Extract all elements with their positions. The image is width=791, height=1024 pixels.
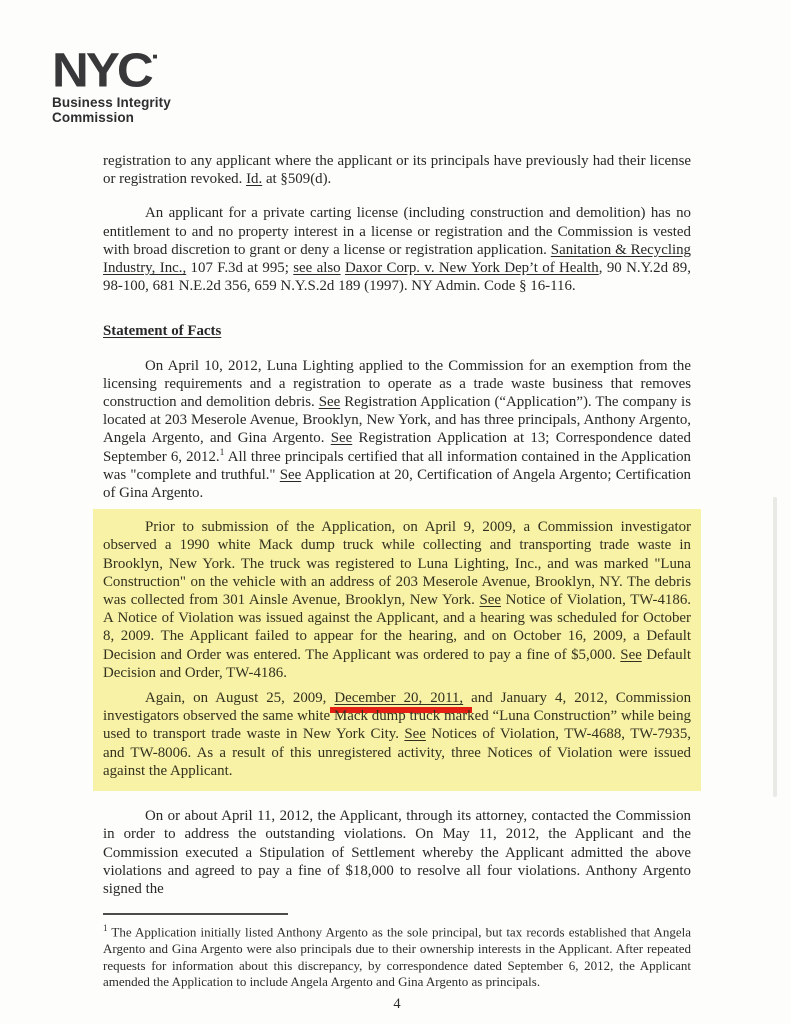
page-number: 4 <box>393 995 401 1012</box>
document-body <box>103 152 691 898</box>
nyc-bic-logo <box>52 43 171 125</box>
text-run: Application at 20, Certification of Angela Argento; Certification of Gina Argento. <box>103 466 691 502</box>
trademark-mark <box>153 55 157 59</box>
logo-org-line1: Business Integrity <box>52 95 171 110</box>
text-run: On or about April 11, 2012, the Applicant, through its attorney, contacted the Commission in order to address the outstanding violations. On May 11, 2012, the Applicant and the Commission executed a Stipulation of Settlement whereby the Applicant admitted the above violations and agreed to pay a fine of $18,000 to resolve all four violations. Anthony Argento signed the <box>103 808 691 897</box>
redline-run: December 20, 2011, <box>330 690 472 713</box>
underline-run: Sanitation & Recycling Industry, Inc., <box>103 241 691 277</box>
underline-run: See <box>330 430 353 447</box>
footnote-text: The Application initially listed Anthony Argento as the sole principal, but tax records established that Angela Argento and Gina Argento were also principals due to their ownership interests in the Applicant. After repeated requests for information about this discrepancy, by correspondence dated September 6, 2012, the Applicant amended the Application to include Angela Argento and Gina Argento as principals. <box>103 924 692 990</box>
underline-run: Daxor Corp. v. New York Dep’t of Health <box>344 260 599 277</box>
text-run: and January 4, 2012, Commission investigators observed the same white Mack dump truck marked “Luna Construction” while being used to transport trade waste in New York City. <box>103 690 692 743</box>
text-run: An applicant for a private carting license (including construction and demolition) has no entitlement to and no property interest in a license or registration and the Commission is vested with broad discretion to grant or deny a license or registration application. <box>103 205 691 258</box>
paragraph <box>103 204 691 295</box>
paragraph <box>103 689 691 780</box>
paragraph <box>103 518 691 682</box>
underline-run: See <box>318 394 341 411</box>
text-run: Again, on August 25, 2009, <box>145 690 335 707</box>
text-run: Prior to submission of the Application, on April 9, 2009, a Commission investigator observed a 1990 white Mack dump truck while collecting and transporting trade waste in Brooklyn, New York. The truck was registered to Luna Lighting, Inc., and was marked "Luna Construction" on the vehicle with an address of 203 Meserole Avenue, Brooklyn, NY. The debris was collected from 301 Ainsle Avenue, Brooklyn, New York. <box>103 519 691 609</box>
underline-run: See <box>279 466 302 483</box>
underline-run: Id. <box>246 171 263 188</box>
text-run: Registration Application (“Application”). The company is located at 203 Meserole Avenue, Brooklyn, New York, and has three principals, Anthony Argento, Angela Argento, and Gina Argento. <box>103 394 691 447</box>
underline-run: See <box>479 592 501 609</box>
text-run: registration to any applicant where the applicant or its principals have previously had their license or registration revoked. <box>103 153 691 188</box>
text-run: Notice of Violation, TW-4186. A Notice of Violation was issued against the Applicant, and a hearing was scheduled for October 8, 2009. The Applicant failed to appear for the hearing, and on October 16, 2009, a Default Decision and Order was entered. The Applicant was ordered to pay a fine of $5,000. <box>103 592 691 663</box>
sup-run: 1 <box>219 447 225 458</box>
footnote <box>103 913 691 991</box>
paragraph <box>103 807 691 898</box>
text-run: On April 10, 2012, Luna Lighting applied to the Commission for an exemption from the licensing requirements and a registration to operate as a trade waste business that removes construction and demolition debris. <box>103 357 691 411</box>
footnote-separator <box>103 913 288 915</box>
text-run: All three principals certified that all information contained in the Application was "complete and truthful." <box>103 448 691 483</box>
nyc-logo-text: NYC <box>52 43 151 97</box>
section-heading: Statement of Facts <box>103 323 222 340</box>
underline-run: See <box>620 646 642 663</box>
footnote-text-block <box>103 920 691 991</box>
paragraph <box>103 152 691 188</box>
nyc-logo-wordmark <box>52 43 171 97</box>
text-run: 107 F.3d at 995; <box>186 260 294 277</box>
logo-org-name <box>52 96 171 125</box>
document-content <box>103 152 691 1013</box>
footnote-marker: 1 <box>103 923 108 934</box>
scan-artifact-streak <box>773 497 777 797</box>
underline-run: See <box>404 726 426 743</box>
text-run: Registration Application at 13; Correspondence dated September 6, 2012. <box>103 430 691 465</box>
text-run: at §509(d). <box>262 171 332 188</box>
logo-org-line2: Commission <box>52 109 135 125</box>
text-run: Notices of Violation, TW-4688, TW-7935, and TW-8006. As a result of this unregistered activity, three Notices of Violation were issued against the Applicant. <box>103 726 691 779</box>
underline-run: see also <box>293 260 341 277</box>
text-run: Default Decision and Order, TW-4186. <box>103 646 691 681</box>
paragraph <box>103 357 691 503</box>
highlighted-region <box>93 509 701 791</box>
text-run: , 90 N.Y.2d 89, 98-100, 681 N.E.2d 356, 659 N.Y.S.2d 189 (1997). NY Admin. Code § 16-116. <box>103 260 691 295</box>
